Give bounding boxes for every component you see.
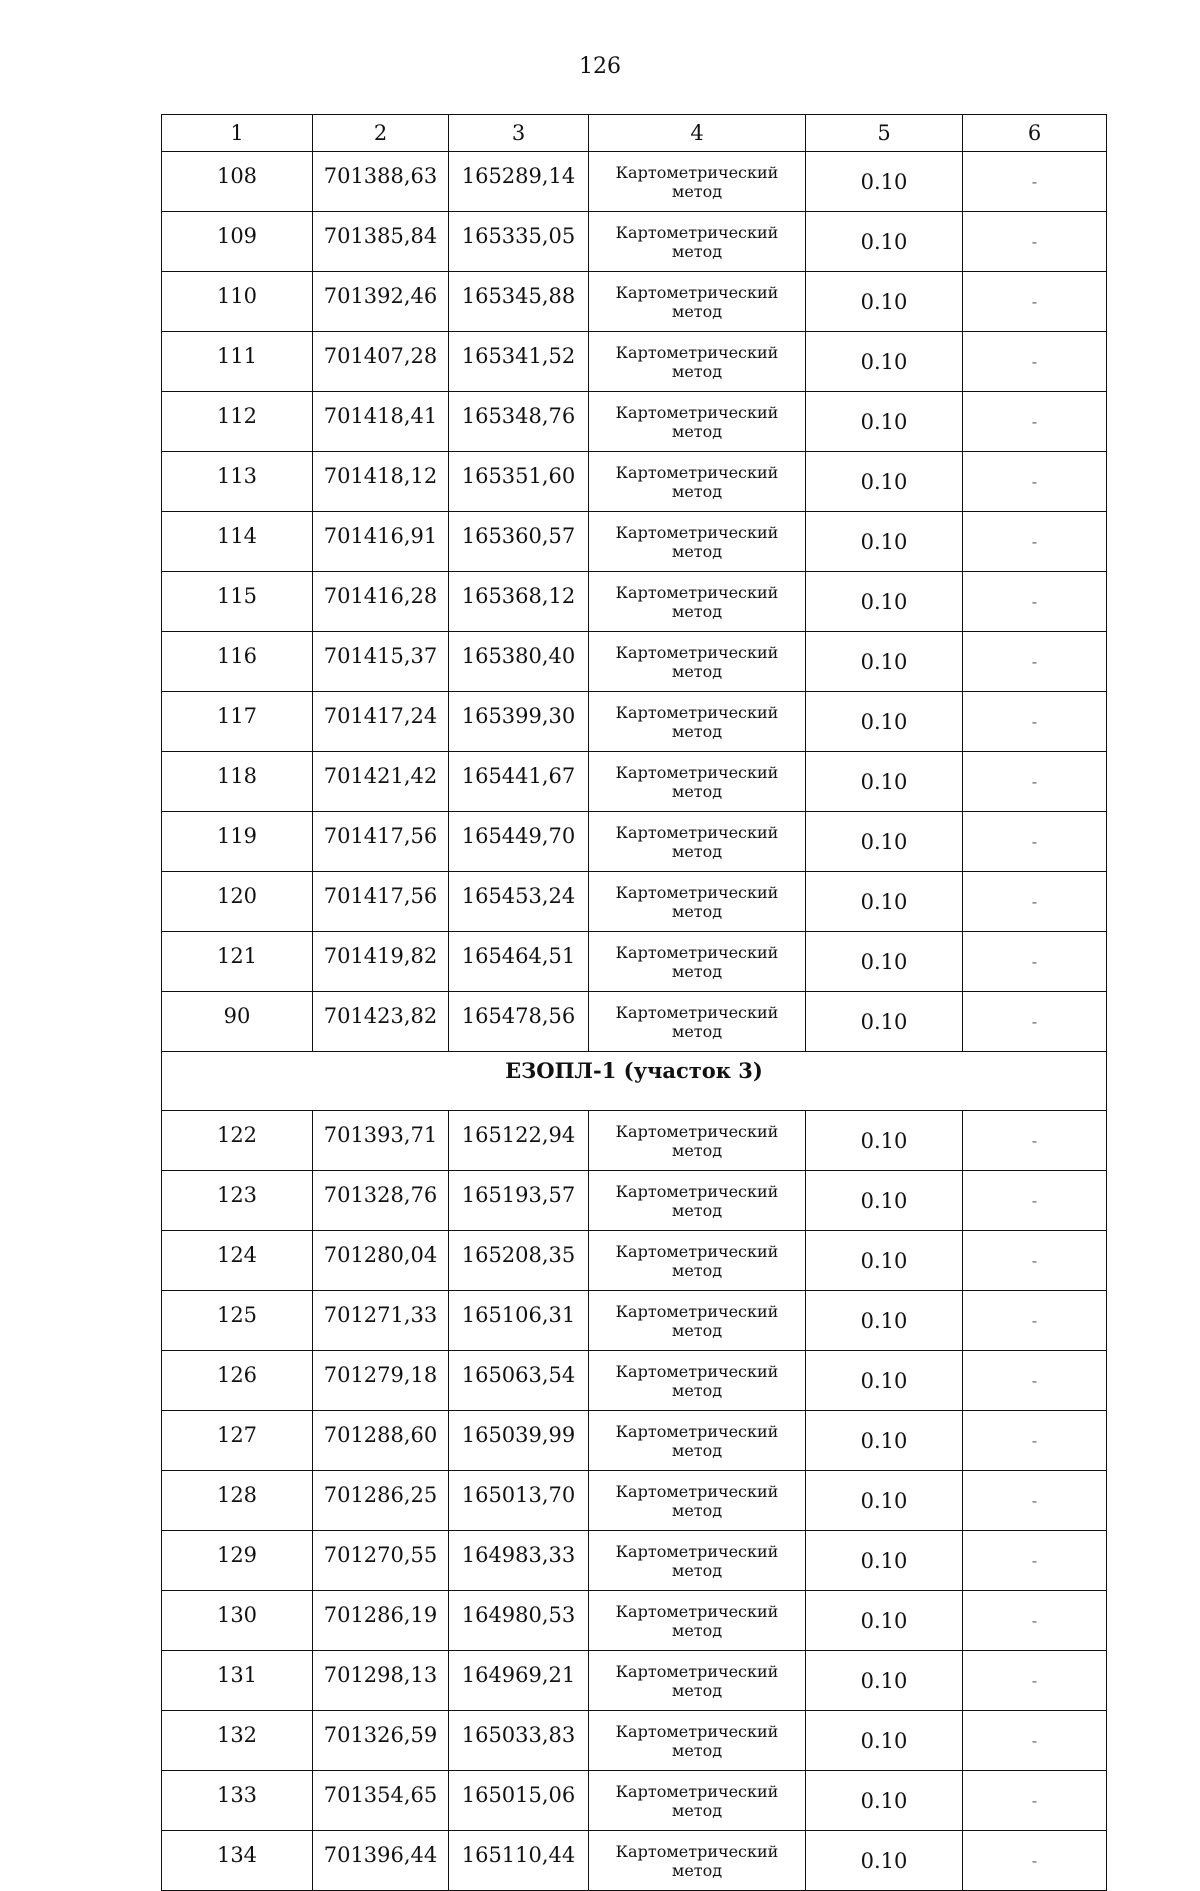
accuracy-cell: 0.10 — [806, 812, 963, 872]
x-coordinate-cell: 701416,28 — [313, 572, 449, 632]
point-number-cell: 116 — [162, 632, 313, 692]
method-cell — [589, 332, 806, 392]
point-number-cell: 128 — [162, 1471, 313, 1531]
method-line-1: Картометрический — [615, 282, 779, 302]
method-line-2: метод — [671, 1500, 723, 1520]
method-cell — [589, 1531, 806, 1591]
method-line-2: метод — [671, 961, 723, 981]
y-coordinate-cell: 165106,31 — [449, 1291, 589, 1351]
method-line-2: метод — [671, 241, 723, 261]
method-cell — [589, 152, 806, 212]
method-line-2: метод — [671, 1320, 723, 1340]
method-cell — [589, 1171, 806, 1231]
method-line-1: Картометрический — [615, 822, 779, 842]
x-coordinate-cell: 701416,91 — [313, 512, 449, 572]
description-cell: - — [963, 1711, 1107, 1771]
x-coordinate-cell: 701286,25 — [313, 1471, 449, 1531]
x-coordinate-cell: 701279,18 — [313, 1351, 449, 1411]
method-line-2: метод — [671, 301, 723, 321]
method-line-2: метод — [671, 721, 723, 741]
method-line-2: метод — [671, 181, 723, 201]
method-cell — [589, 932, 806, 992]
method-line-2: метод — [671, 1680, 723, 1700]
x-coordinate-cell: 701270,55 — [313, 1531, 449, 1591]
y-coordinate-cell: 165399,30 — [449, 692, 589, 752]
accuracy-cell: 0.10 — [806, 1831, 963, 1891]
description-cell: - — [963, 1471, 1107, 1531]
method-cell — [589, 1411, 806, 1471]
accuracy-cell: 0.10 — [806, 692, 963, 752]
description-cell: - — [963, 1771, 1107, 1831]
x-coordinate-cell: 701385,84 — [313, 212, 449, 272]
column-number-5: 5 — [806, 115, 963, 152]
method-cell — [589, 632, 806, 692]
method-line-2: метод — [671, 1620, 723, 1640]
accuracy-cell: 0.10 — [806, 1291, 963, 1351]
table-row — [162, 1231, 1107, 1291]
point-number-cell: 127 — [162, 1411, 313, 1471]
method-cell — [589, 1471, 806, 1531]
accuracy-cell: 0.10 — [806, 1771, 963, 1831]
y-coordinate-cell: 165110,44 — [449, 1831, 589, 1891]
column-number-2: 2 — [313, 115, 449, 152]
y-coordinate-cell: 165351,60 — [449, 452, 589, 512]
table-row — [162, 1411, 1107, 1471]
description-cell: - — [963, 1231, 1107, 1291]
description-cell: - — [963, 332, 1107, 392]
accuracy-cell: 0.10 — [806, 272, 963, 332]
method-line-1: Картометрический — [615, 1781, 779, 1801]
table-row — [162, 1291, 1107, 1351]
method-line-2: метод — [671, 1200, 723, 1220]
y-coordinate-cell: 165380,40 — [449, 632, 589, 692]
method-cell — [589, 992, 806, 1052]
x-coordinate-cell: 701418,12 — [313, 452, 449, 512]
table-row — [162, 932, 1107, 992]
accuracy-cell: 0.10 — [806, 392, 963, 452]
point-number-cell: 132 — [162, 1711, 313, 1771]
method-line-1: Картометрический — [615, 1002, 779, 1022]
description-cell: - — [963, 812, 1107, 872]
y-coordinate-cell: 165015,06 — [449, 1771, 589, 1831]
method-line-1: Картометрический — [615, 462, 779, 482]
method-cell — [589, 752, 806, 812]
method-cell — [589, 1831, 806, 1891]
accuracy-cell: 0.10 — [806, 1231, 963, 1291]
method-line-1: Картометрический — [615, 762, 779, 782]
method-line-1: Картометрический — [615, 402, 779, 422]
point-number-cell: 119 — [162, 812, 313, 872]
y-coordinate-cell: 165122,94 — [449, 1111, 589, 1171]
method-line-2: метод — [671, 1380, 723, 1400]
column-number-3: 3 — [449, 115, 589, 152]
x-coordinate-cell: 701418,41 — [313, 392, 449, 452]
method-cell — [589, 212, 806, 272]
table-row — [162, 1711, 1107, 1771]
method-line-1: Картометрический — [615, 342, 779, 362]
method-line-2: метод — [671, 1140, 723, 1160]
y-coordinate-cell: 165335,05 — [449, 212, 589, 272]
point-number-cell: 122 — [162, 1111, 313, 1171]
y-coordinate-cell: 165208,35 — [449, 1231, 589, 1291]
table-row — [162, 632, 1107, 692]
x-coordinate-cell: 701417,24 — [313, 692, 449, 752]
x-coordinate-cell: 701396,44 — [313, 1831, 449, 1891]
x-coordinate-cell: 701423,82 — [313, 992, 449, 1052]
y-coordinate-cell: 164980,53 — [449, 1591, 589, 1651]
accuracy-cell: 0.10 — [806, 932, 963, 992]
coordinates-table — [161, 114, 1107, 1891]
x-coordinate-cell: 701280,04 — [313, 1231, 449, 1291]
method-line-2: метод — [671, 901, 723, 921]
method-cell — [589, 452, 806, 512]
description-cell: - — [963, 1651, 1107, 1711]
point-number-cell: 129 — [162, 1531, 313, 1591]
accuracy-cell: 0.10 — [806, 632, 963, 692]
accuracy-cell: 0.10 — [806, 452, 963, 512]
accuracy-cell: 0.10 — [806, 1711, 963, 1771]
table-row — [162, 272, 1107, 332]
table-row — [162, 572, 1107, 632]
accuracy-cell: 0.10 — [806, 752, 963, 812]
description-cell: - — [963, 392, 1107, 452]
y-coordinate-cell: 165193,57 — [449, 1171, 589, 1231]
accuracy-cell: 0.10 — [806, 1111, 963, 1171]
description-cell: - — [963, 452, 1107, 512]
method-cell — [589, 1351, 806, 1411]
table-row — [162, 1831, 1107, 1891]
point-number-cell: 113 — [162, 452, 313, 512]
point-number-cell: 110 — [162, 272, 313, 332]
point-number-cell: 121 — [162, 932, 313, 992]
point-number-cell: 130 — [162, 1591, 313, 1651]
column-number-1: 1 — [162, 115, 313, 152]
method-line-1: Картометрический — [615, 1301, 779, 1321]
x-coordinate-cell: 701392,46 — [313, 272, 449, 332]
table-row — [162, 1531, 1107, 1591]
method-line-1: Картометрический — [615, 1361, 779, 1381]
method-cell — [589, 272, 806, 332]
table-row — [162, 1351, 1107, 1411]
point-number-cell: 125 — [162, 1291, 313, 1351]
x-coordinate-cell: 701407,28 — [313, 332, 449, 392]
method-cell — [589, 692, 806, 752]
table-row — [162, 1591, 1107, 1651]
table-row — [162, 512, 1107, 572]
description-cell: - — [963, 632, 1107, 692]
point-number-cell: 131 — [162, 1651, 313, 1711]
method-line-1: Картометрический — [615, 642, 779, 662]
point-number-cell: 114 — [162, 512, 313, 572]
y-coordinate-cell: 165033,83 — [449, 1711, 589, 1771]
x-coordinate-cell: 701288,60 — [313, 1411, 449, 1471]
accuracy-cell: 0.10 — [806, 572, 963, 632]
y-coordinate-cell: 164969,21 — [449, 1651, 589, 1711]
column-number-6: 6 — [963, 115, 1107, 152]
table-row — [162, 392, 1107, 452]
description-cell: - — [963, 1351, 1107, 1411]
method-line-1: Картометрический — [615, 1541, 779, 1561]
table-row — [162, 332, 1107, 392]
point-number-cell: 111 — [162, 332, 313, 392]
description-cell: - — [963, 572, 1107, 632]
method-line-2: метод — [671, 841, 723, 861]
description-cell: - — [963, 692, 1107, 752]
method-line-2: метод — [671, 1021, 723, 1041]
method-line-1: Картометрический — [615, 1481, 779, 1501]
method-line-1: Картометрический — [615, 942, 779, 962]
y-coordinate-cell: 165360,57 — [449, 512, 589, 572]
page-number: 126 — [579, 54, 621, 79]
method-line-1: Картометрический — [615, 222, 779, 242]
accuracy-cell: 0.10 — [806, 1471, 963, 1531]
method-line-2: метод — [671, 1560, 723, 1580]
x-coordinate-cell: 701354,65 — [313, 1771, 449, 1831]
point-number-cell: 118 — [162, 752, 313, 812]
accuracy-cell: 0.10 — [806, 1651, 963, 1711]
table-row — [162, 452, 1107, 512]
coordinates-table-body — [162, 115, 1107, 1891]
accuracy-cell: 0.10 — [806, 332, 963, 392]
method-line-1: Картометрический — [615, 1121, 779, 1141]
method-line-2: метод — [671, 1740, 723, 1760]
x-coordinate-cell: 701326,59 — [313, 1711, 449, 1771]
column-number-row — [162, 115, 1107, 152]
accuracy-cell: 0.10 — [806, 512, 963, 572]
x-coordinate-cell: 701271,33 — [313, 1291, 449, 1351]
x-coordinate-cell: 701419,82 — [313, 932, 449, 992]
accuracy-cell: 0.10 — [806, 1171, 963, 1231]
table-row — [162, 1651, 1107, 1711]
point-number-cell: 112 — [162, 392, 313, 452]
method-line-2: метод — [671, 601, 723, 621]
method-cell — [589, 872, 806, 932]
accuracy-cell: 0.10 — [806, 212, 963, 272]
method-line-2: метод — [671, 361, 723, 381]
method-line-1: Картометрический — [615, 702, 779, 722]
column-number-4: 4 — [589, 115, 806, 152]
description-cell: - — [963, 872, 1107, 932]
x-coordinate-cell: 701393,71 — [313, 1111, 449, 1171]
y-coordinate-cell: 165348,76 — [449, 392, 589, 452]
accuracy-cell: 0.10 — [806, 1531, 963, 1591]
method-cell — [589, 1771, 806, 1831]
description-cell: - — [963, 1831, 1107, 1891]
y-coordinate-cell: 165478,56 — [449, 992, 589, 1052]
description-cell: - — [963, 1291, 1107, 1351]
table-row — [162, 1471, 1107, 1531]
method-line-1: Картометрический — [615, 1721, 779, 1741]
method-line-1: Картометрический — [615, 522, 779, 542]
table-row — [162, 752, 1107, 812]
method-cell — [589, 1231, 806, 1291]
accuracy-cell: 0.10 — [806, 992, 963, 1052]
method-line-1: Картометрический — [615, 1421, 779, 1441]
method-line-1: Картометрический — [615, 1181, 779, 1201]
y-coordinate-cell: 165013,70 — [449, 1471, 589, 1531]
description-cell: - — [963, 1531, 1107, 1591]
y-coordinate-cell: 165341,52 — [449, 332, 589, 392]
method-line-1: Картометрический — [615, 1601, 779, 1621]
description-cell: - — [963, 1591, 1107, 1651]
point-number-cell: 109 — [162, 212, 313, 272]
point-number-cell: 133 — [162, 1771, 313, 1831]
point-number-cell: 108 — [162, 152, 313, 212]
x-coordinate-cell: 701388,63 — [313, 152, 449, 212]
point-number-cell: 117 — [162, 692, 313, 752]
description-cell: - — [963, 272, 1107, 332]
method-cell — [589, 812, 806, 872]
table-row — [162, 212, 1107, 272]
point-number-cell: 126 — [162, 1351, 313, 1411]
point-number-cell: 115 — [162, 572, 313, 632]
y-coordinate-cell: 165345,88 — [449, 272, 589, 332]
description-cell: - — [963, 1411, 1107, 1471]
accuracy-cell: 0.10 — [806, 872, 963, 932]
y-coordinate-cell: 165039,99 — [449, 1411, 589, 1471]
section-title: ЕЗОПЛ-1 (участок 3) — [162, 1052, 1107, 1111]
accuracy-cell: 0.10 — [806, 1591, 963, 1651]
method-line-2: метод — [671, 781, 723, 801]
description-cell: - — [963, 932, 1107, 992]
table-row — [162, 872, 1107, 932]
method-line-1: Картометрический — [615, 582, 779, 602]
point-number-cell: 120 — [162, 872, 313, 932]
accuracy-cell: 0.10 — [806, 1411, 963, 1471]
accuracy-cell: 0.10 — [806, 1351, 963, 1411]
method-cell — [589, 1591, 806, 1651]
description-cell: - — [963, 512, 1107, 572]
method-cell — [589, 392, 806, 452]
y-coordinate-cell: 165368,12 — [449, 572, 589, 632]
x-coordinate-cell: 701415,37 — [313, 632, 449, 692]
table-row — [162, 1111, 1107, 1171]
y-coordinate-cell: 165449,70 — [449, 812, 589, 872]
accuracy-cell: 0.10 — [806, 152, 963, 212]
method-line-2: метод — [671, 1860, 723, 1880]
table-row — [162, 152, 1107, 212]
x-coordinate-cell: 701417,56 — [313, 872, 449, 932]
method-cell — [589, 1111, 806, 1171]
description-cell: - — [963, 212, 1107, 272]
method-line-2: метод — [671, 1440, 723, 1460]
table-row — [162, 1771, 1107, 1831]
point-number-cell: 124 — [162, 1231, 313, 1291]
method-line-2: метод — [671, 421, 723, 441]
y-coordinate-cell: 165063,54 — [449, 1351, 589, 1411]
point-number-cell: 123 — [162, 1171, 313, 1231]
method-cell — [589, 1291, 806, 1351]
method-cell — [589, 512, 806, 572]
table-row — [162, 992, 1107, 1052]
table-row — [162, 1171, 1107, 1231]
table-row — [162, 692, 1107, 752]
method-line-2: метод — [671, 541, 723, 561]
method-line-2: метод — [671, 481, 723, 501]
point-number-cell: 134 — [162, 1831, 313, 1891]
method-line-1: Картометрический — [615, 162, 779, 182]
method-line-1: Картометрический — [615, 1241, 779, 1261]
x-coordinate-cell: 701298,13 — [313, 1651, 449, 1711]
method-cell — [589, 1711, 806, 1771]
description-cell: - — [963, 1111, 1107, 1171]
y-coordinate-cell: 165453,24 — [449, 872, 589, 932]
description-cell: - — [963, 152, 1107, 212]
description-cell: - — [963, 992, 1107, 1052]
x-coordinate-cell: 701286,19 — [313, 1591, 449, 1651]
method-line-2: метод — [671, 1800, 723, 1820]
method-cell — [589, 572, 806, 632]
description-cell: - — [963, 1171, 1107, 1231]
y-coordinate-cell: 165289,14 — [449, 152, 589, 212]
description-cell: - — [963, 752, 1107, 812]
method-line-2: метод — [671, 661, 723, 681]
y-coordinate-cell: 165441,67 — [449, 752, 589, 812]
point-number-cell: 90 — [162, 992, 313, 1052]
method-line-1: Картометрический — [615, 1661, 779, 1681]
y-coordinate-cell: 165464,51 — [449, 932, 589, 992]
section-header-row — [162, 1052, 1107, 1111]
table-row — [162, 812, 1107, 872]
x-coordinate-cell: 701421,42 — [313, 752, 449, 812]
x-coordinate-cell: 701328,76 — [313, 1171, 449, 1231]
method-cell — [589, 1651, 806, 1711]
method-line-1: Картометрический — [615, 882, 779, 902]
method-line-1: Картометрический — [615, 1841, 779, 1861]
y-coordinate-cell: 164983,33 — [449, 1531, 589, 1591]
method-line-2: метод — [671, 1260, 723, 1280]
x-coordinate-cell: 701417,56 — [313, 812, 449, 872]
